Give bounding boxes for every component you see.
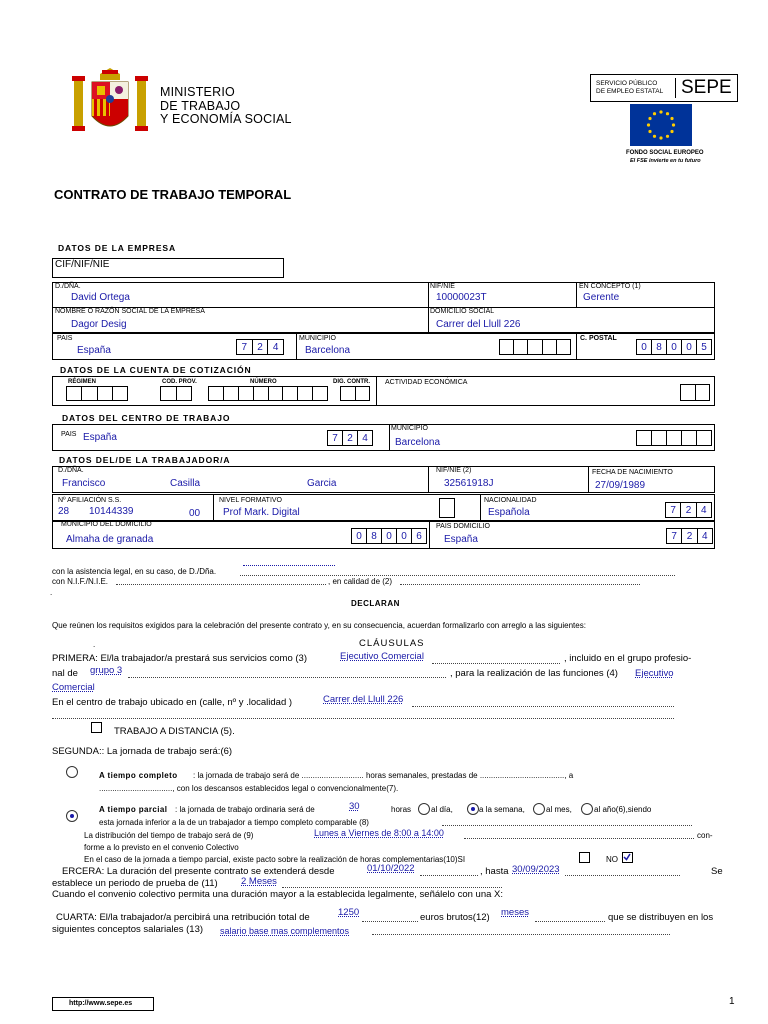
funciones-value-2[interactable]: Comercial [52,682,95,693]
clausulas-heading: CLÁUSULAS [359,638,425,649]
tiempo-completo-text: : la jornada de trabajo será de ............................ horas semanales, prestadas de ......................................, a [193,771,574,780]
centro-direccion-value[interactable]: Carrer del Llull 226 [323,694,404,705]
empresa-concepto-value[interactable]: Gerente [583,292,620,303]
cuarta-text-a: CUARTA: El/la trabajador/a percibirá una retribución total de [56,912,310,923]
tiempo-parcial-label: A tiempo parcial [99,805,168,814]
ministry-name: MINISTERIO DE TRABAJO Y ECONOMÍA SOCIAL [160,85,292,126]
trabajador-afiliacion-2[interactable]: 10144339 [89,506,134,517]
primera-text-c: nal de [52,668,78,679]
asistencia-legal-text: con la asistencia legal, en su caso, de D./Dña. [52,567,217,576]
centro-pais-code[interactable]: 7 2 4 [327,430,373,446]
puesto-value[interactable]: Ejecutivo Comercial [340,651,424,662]
empresa-domicilio-value[interactable]: Carrer del Llull 226 [436,319,521,330]
trabajador-nacimiento-value[interactable]: 27/09/1989 [595,480,646,491]
trabajador-cp-code[interactable]: 0 8 0 0 6 [351,528,427,544]
cuarta-text-d: siguientes conceptos salariales (13) [52,924,204,935]
empresa-razon-value[interactable]: Dagor Desig [71,319,127,330]
a-semana-radio[interactable] [467,803,479,815]
empresa-cp-code[interactable]: 0 8 0 0 5 [636,339,712,355]
declaran-heading: DECLARAN [351,599,400,608]
periodo-prueba-value[interactable]: 2 Meses [241,876,277,887]
regimen-cells[interactable] [66,386,128,401]
eu-flag-icon [630,104,692,146]
trabajador-pais-dom-value[interactable]: España [444,534,478,545]
al-dia-radio[interactable] [418,803,430,815]
trabajador-apellido1[interactable]: Casilla [170,478,201,489]
centro-municipio-value[interactable]: Barcelona [395,437,441,448]
trabajador-nif-value[interactable]: 32561918J [444,478,494,489]
trabajo-distancia-checkbox[interactable] [91,722,102,733]
empresa-pais-value[interactable]: España [77,345,111,356]
centro-row [52,424,715,451]
fse-tagline: El FSE invierte en tu futuro [630,158,701,164]
document-title: CONTRATO DE TRABAJO TEMPORAL [54,187,292,202]
actividad-cells[interactable] [680,384,710,401]
prueba-text: establece un periodo de prueba de (11) [52,878,218,889]
numero-cells[interactable] [208,386,328,401]
grupo-value[interactable]: grupo 3 [90,665,123,676]
distribucion-text: La distribución del tiempo de trabajo será de (9) [84,831,254,840]
conforme-text: forme a lo previsto en el convenio Colectivo [84,843,239,852]
section-empresa: DATOS DE LA EMPRESA [58,243,177,253]
retribucion-value[interactable]: 1250 [338,907,360,918]
cif-field[interactable]: CIF/NIF/NIE [52,258,284,278]
primera-text-d: , para la realización de las funciones (4) [450,668,618,679]
convenio-text: Cuando el convenio colectivo permita una duración mayor a la establecida legalmente, señálelo con una X: [52,889,503,900]
primera-text-a: PRIMERA: El/la trabajador/a prestará sus servicios como (3) [52,653,308,664]
requisitos-text: Que reúnen los requisitos exigidos para la celebración del presente contrato y, en su consecuencia, acuerdan formalizarlo con arreglo a las siguientes: [52,621,586,630]
trabajo-distancia-label: TRABAJO A DISTANCIA (5). [114,726,235,737]
al-ano-radio[interactable] [581,803,593,815]
horario-value[interactable]: Lunes a Viernes de 8:00 a 14:00 [314,828,444,838]
tiempo-parcial-radio[interactable] [66,810,78,822]
funciones-value-1[interactable]: Ejecutivo [635,668,674,679]
empresa-pais-code[interactable]: 7 2 4 [236,339,284,355]
tiempo-parcial-text: : la jornada de trabajo ordinaria será de [175,805,315,814]
complementarias-no-checkbox[interactable] [622,852,633,863]
nivel-code[interactable] [439,498,455,518]
empresa-municipio-code[interactable] [499,339,571,355]
tercera-text: ERCERA: La duración del presente contrato se extenderá desde [62,866,335,877]
page-number: 1 [729,996,735,1007]
primera-text-e: En el centro de trabajo ubicado en (calle, nº y .localidad ) [52,697,293,708]
fecha-desde-value[interactable]: 01/10/2022 [367,863,415,874]
tiempo-completo-text2: ................................., con los descansos establecidos legal o convencionalmente(7). [99,784,399,793]
trabajador-apellido2[interactable]: Garcia [307,478,337,489]
tiempo-completo-radio[interactable] [66,766,78,778]
nif-legal-text: con N.I.F./N.I.E. [52,577,109,586]
fse-title: FONDO SOCIAL EUROPEO [626,150,704,156]
pais-dom-code[interactable]: 7 2 4 [666,528,713,544]
fecha-hasta-value[interactable]: 30/09/2023 [512,864,560,875]
trabajador-afiliacion-3[interactable]: 00 [189,508,201,519]
sepe-url-link[interactable]: http://www.sepe.es [52,997,154,1011]
complementarias-text: En el caso de la jornada a tiempo parcial, existe pacto sobre la realización de horas complementarias(10)SI [84,855,466,864]
section-trabajador: DATOS DEL/DE LA TRABAJADOR/A [59,455,231,465]
section-centro: DATOS DEL CENTRO DE TRABAJO [62,413,231,423]
sepe-logo: SERVICIO PÚBLICO DE EMPLEO ESTATAL SEPE [590,74,738,102]
trabajador-nacionalidad-value[interactable]: Española [488,507,530,518]
calidad-text: , en calidad de (2) [328,577,393,586]
dig-contr-cells[interactable] [340,386,370,401]
complementarias-si-checkbox[interactable] [579,852,590,863]
primera-text-b: , incluido en el grupo profesio- [564,653,692,664]
trabajador-nombre[interactable]: Francisco [62,478,106,489]
al-mes-radio[interactable] [533,803,545,815]
cod-prov-cells[interactable] [160,386,192,401]
nacionalidad-code[interactable]: 7 2 4 [665,502,712,518]
trabajador-afiliacion-1[interactable]: 28 [58,506,70,517]
empresa-nif-value[interactable]: 10000023T [436,292,487,303]
trabajador-nivel-value[interactable]: Prof Mark. Digital [223,507,300,518]
cotizacion-row [52,376,715,406]
empresa-dna-value[interactable]: David Ortega [71,292,130,303]
check-icon [623,853,631,861]
inferior-text: esta jornada inferior a la de un trabajador a tiempo completo comparable (8) [99,818,369,827]
periodo-pago-value[interactable]: meses [501,907,529,918]
tiempo-completo-label: A tiempo completo [99,771,178,780]
centro-municipio-code[interactable] [636,430,712,446]
trabajador-municipio-value[interactable]: Almaha de granada [66,534,154,545]
trabajador-row2 [52,494,715,521]
spain-coat-of-arms-icon [70,66,150,138]
horas-value[interactable]: 30 [349,801,360,812]
empresa-municipio-value[interactable]: Barcelona [305,345,351,356]
conceptos-salariales-value[interactable]: salario base mas complementos [220,926,350,936]
centro-pais-value[interactable]: España [83,432,117,443]
segunda-title: SEGUNDA:: La jornada de trabajo será:(6) [52,746,233,757]
section-cotizacion: DATOS DE LA CUENTA DE COTIZACIÓN [60,365,252,375]
